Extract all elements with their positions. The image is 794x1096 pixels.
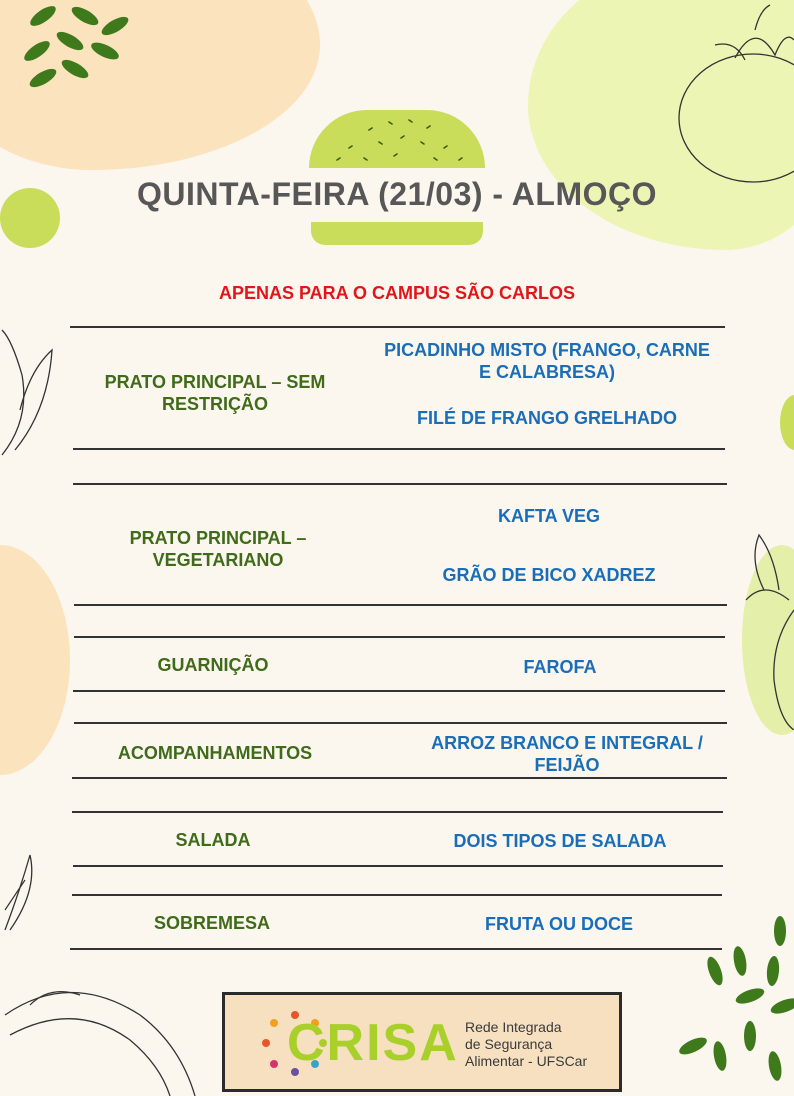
- carrot-right-illustration-icon: [744, 530, 794, 730]
- decor-blob-top-left: [0, 0, 320, 170]
- row-divider: [72, 894, 722, 896]
- tomato-illustration-icon: [675, 0, 794, 200]
- menu-label-sides: ACOMPANHAMENTOS: [117, 743, 313, 763]
- campus-notice: APENAS PARA O CAMPUS SÃO CARLOS: [218, 283, 576, 303]
- menu-item-frango-grelhado: FILÉ DE FRANGO GRELHADO: [417, 408, 677, 428]
- taco-illustration-icon: [0, 975, 200, 1096]
- row-divider: [73, 483, 727, 485]
- row-divider: [73, 448, 725, 450]
- row-divider: [72, 811, 723, 813]
- decor-blob-left: [0, 545, 70, 775]
- row-divider: [73, 690, 725, 692]
- row-divider: [72, 777, 727, 779]
- burger-bun-bottom-decoration: [311, 222, 483, 245]
- menu-item-picadinho: PICADINHO MISTO (FRANGO, CARNE E CALABRESA): [384, 340, 710, 382]
- row-divider: [74, 604, 727, 606]
- row-divider: [70, 326, 725, 328]
- page-title: QUINTA-FEIRA (21/03) - ALMOÇO: [137, 176, 657, 212]
- row-divider: [74, 636, 725, 638]
- menu-label-main-dish: PRATO PRINCIPAL – SEM RESTRIÇÃO: [104, 372, 326, 414]
- menu-label-garnish: GUARNIÇÃO: [157, 655, 269, 675]
- crisa-logo-box: [222, 992, 622, 1092]
- logo-subtitle-line: Rede Integrada: [465, 1019, 562, 1035]
- menu-item-kafta-veg: KAFTA VEG: [498, 506, 600, 526]
- crisa-logo-text: CRISA: [287, 1014, 459, 1072]
- menu-label-salad: SALADA: [175, 830, 251, 850]
- sprig-left-illustration-icon: [0, 850, 40, 935]
- decor-circle-right: [780, 395, 794, 450]
- sesame-seeds-icon: [309, 110, 485, 168]
- logo-subtitle-line: Alimentar - UFSCar: [465, 1053, 588, 1069]
- menu-label-dessert: SOBREMESA: [153, 913, 270, 933]
- menu-item-grao-de-bico: GRÃO DE BICO XADREZ: [442, 565, 656, 585]
- crisa-logo-subtitle: [465, 1019, 587, 1070]
- menu-item-farofa: FAROFA: [523, 657, 597, 677]
- row-divider: [74, 722, 727, 724]
- menu-item-fruta-doce: FRUTA OU DOCE: [485, 914, 633, 934]
- menu-item-salada: DOIS TIPOS DE SALADA: [453, 831, 667, 851]
- menu-label-vegetarian: PRATO PRINCIPAL – VEGETARIANO: [129, 528, 307, 570]
- lettuce-left-illustration-icon: [0, 320, 58, 460]
- row-divider: [73, 865, 723, 867]
- menu-item-arroz-feijao: ARROZ BRANCO E INTEGRAL / FEIJÃO: [431, 733, 703, 775]
- logo-subtitle-line: de Segurança: [465, 1036, 553, 1052]
- row-divider: [70, 948, 722, 950]
